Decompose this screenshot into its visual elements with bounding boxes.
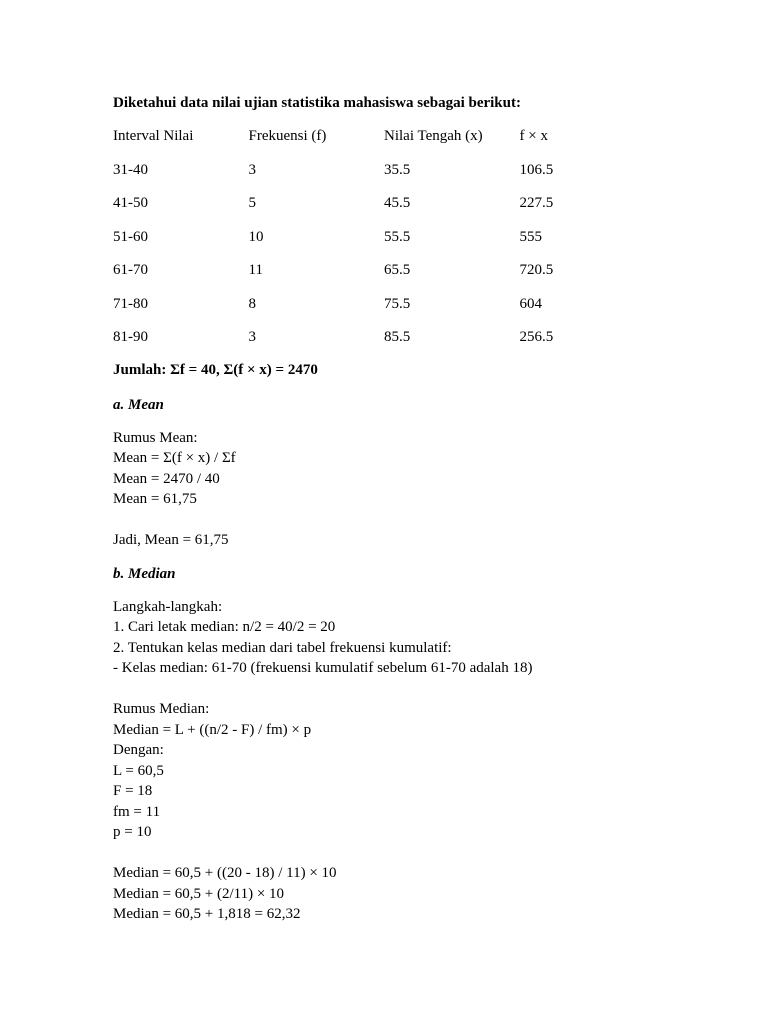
text-line: Mean = 2470 / 40	[113, 470, 220, 487]
text-line: Rumus Median:	[113, 701, 210, 717]
table-cell: 555	[519, 228, 542, 245]
text-line: Dengan:	[113, 742, 164, 758]
table-cell: 65.5	[384, 262, 411, 278]
table-cell: 45.5	[384, 195, 411, 211]
table-row	[113, 160, 673, 194]
text-line: Mean = 61,75	[113, 491, 197, 507]
table-cell: 75.5	[384, 295, 411, 312]
table-cell: 61-70	[113, 262, 148, 278]
table-cell: 85.5	[384, 329, 411, 345]
table-cell: 10	[248, 228, 264, 245]
text-line: Median = 60,5 + 1,818 = 62,32	[113, 906, 301, 922]
table-cell: 81-90	[113, 329, 148, 345]
table-cell: 41-50	[113, 195, 148, 211]
median-section-title: b. Median	[113, 565, 176, 582]
intro-heading: Diketahui data nilai ujian statistika mahasiswa sebagai berikut:	[113, 95, 521, 111]
table-cell: 3	[248, 161, 256, 178]
table-cell: 8	[248, 295, 256, 312]
table-cell: 5	[248, 195, 256, 211]
text-line: Rumus Mean:	[113, 429, 198, 446]
table-row	[113, 260, 673, 294]
table-cell: 106.5	[519, 161, 554, 178]
table-cell: 720.5	[519, 262, 554, 278]
total-line: Jumlah: Σf = 40, Σ(f × x) = 2470	[113, 361, 318, 378]
table-header-cell: f × x	[519, 128, 548, 144]
table-header-cell: Frekuensi (f)	[248, 128, 327, 144]
table-header-row	[113, 126, 673, 160]
table-cell: 35.5	[384, 161, 411, 178]
table-cell: 256.5	[519, 329, 554, 345]
table-cell: 55.5	[384, 228, 411, 245]
table-cell: 604	[519, 295, 542, 312]
table-cell: 71-80	[113, 295, 148, 312]
text-line: p = 10	[113, 824, 152, 840]
table-cell: 227.5	[519, 195, 554, 211]
median-block	[113, 597, 673, 925]
table-row	[113, 294, 673, 328]
text-line: L = 60,5	[113, 762, 164, 779]
table-row	[113, 327, 673, 361]
table-cell: 11	[248, 262, 263, 278]
table-cell: 31-40	[113, 161, 148, 178]
text-line: 2. Tentukan kelas median dari tabel frekuensi kumulatif:	[113, 639, 452, 656]
blank-line	[113, 510, 673, 531]
text-line: Langkah-langkah:	[113, 598, 223, 615]
text-line: 1. Cari letak median: n/2 = 40/2 = 20	[113, 619, 336, 635]
table-cell: 51-60	[113, 228, 148, 245]
table-row	[113, 193, 673, 227]
text-line: Median = 60,5 + (2/11) × 10	[113, 885, 285, 902]
text-line: Jadi, Mean = 61,75	[113, 532, 229, 548]
table-header-cell: Nilai Tengah (x)	[384, 128, 483, 144]
text-line: Mean = Σ(f × x) / Σf	[113, 450, 236, 466]
text-line: F = 18	[113, 783, 153, 799]
blank-line	[113, 843, 673, 864]
text-line: Median = L + ((n/2 - F) / fm) × p	[113, 721, 312, 738]
text-line: fm = 11	[113, 803, 161, 820]
text-line: - Kelas median: 61-70 (frekuensi kumulatif sebelum 61-70 adalah 18)	[113, 660, 533, 676]
table-cell: 3	[248, 329, 256, 345]
blank-line	[113, 679, 673, 700]
frequency-table	[113, 126, 673, 361]
table-row	[113, 227, 673, 261]
text-line: Median = 60,5 + ((20 - 18) / 11) × 10	[113, 865, 337, 881]
mean-section-title: a. Mean	[113, 396, 164, 413]
table-header-cell: Interval Nilai	[113, 128, 194, 144]
document-page	[113, 93, 673, 925]
mean-block	[113, 428, 673, 551]
